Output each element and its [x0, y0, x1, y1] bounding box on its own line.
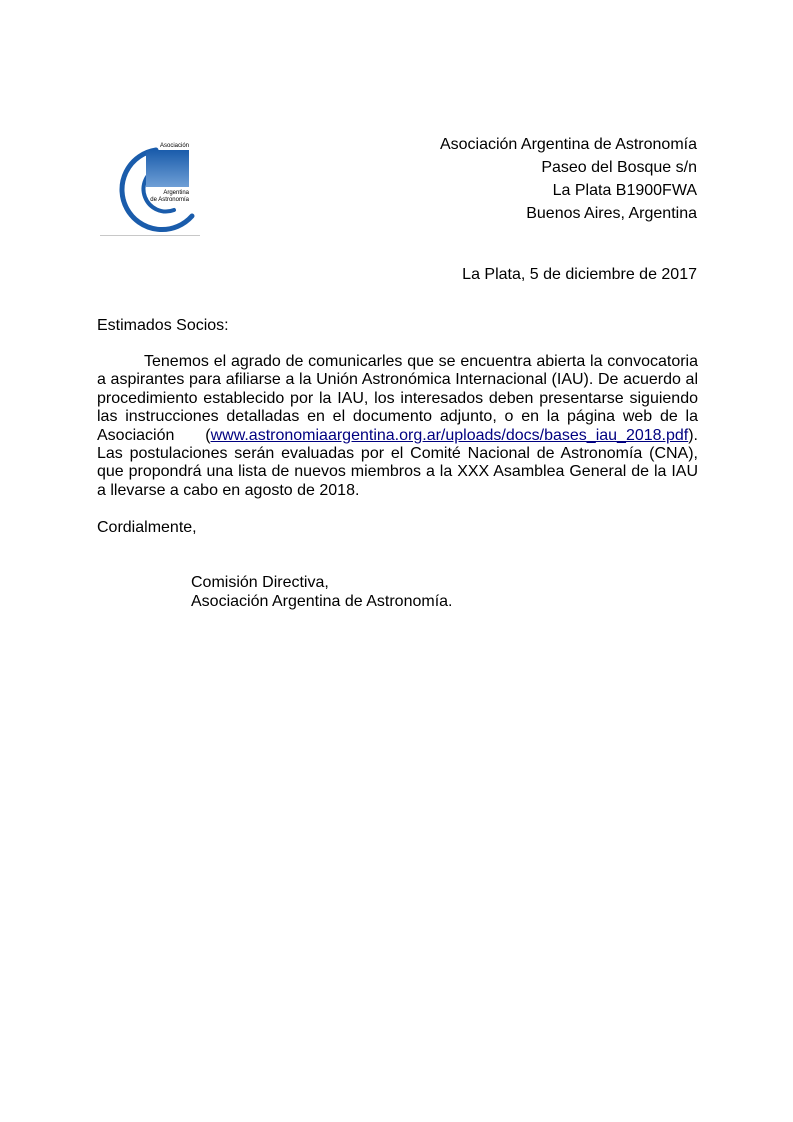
body-paragraph [97, 353, 698, 500]
association-logo-icon [100, 138, 200, 236]
closing: Cordialmente, [97, 519, 197, 536]
logo-divider [100, 235, 200, 236]
address-line: Asociación Argentina de Astronomía [439, 136, 697, 153]
address-line: Paseo del Bosque s/n [541, 159, 697, 176]
address-line: Buenos Aires, Argentina [526, 205, 697, 222]
sender-address [440, 133, 697, 225]
signature-line: Asociación Argentina de Astronomía. [191, 593, 453, 610]
body-text-2: ). Las postulaciones serán evaluadas por el Comité Nacional de Astronomía (CNA), que propondrá una lista de nuevos miembros a la XXX Asamblea General de la IAU a llevarse a cabo en agosto de 2018. [97, 426, 698, 499]
logo-square [146, 150, 189, 187]
body-text-1: Tenemos el agrado de comunicarles que se encuentra abierta la convocatoria a aspirantes para afiliarse a la Unión Astronómica Internacional (IAU). De acuerdo al procedimiento establecido por la IAU, los interesados deben presentarse siguiendo las instrucciones detalladas en el documento adjunto, o en la página web de la Asociación ( [97, 353, 698, 444]
signature-line: Comisión Directiva, [191, 574, 329, 591]
signature-block [191, 573, 453, 611]
association-logo [100, 138, 200, 236]
logo-text-2: Argentina [163, 190, 189, 196]
bases-link[interactable]: www.astronomiaargentina.org.ar/uploads/docs/bases_iau_2018.pdf [210, 426, 689, 444]
letter-date: La Plata, 5 de diciembre de 2017 [462, 266, 697, 283]
logo-text-3: de Astronomía [150, 197, 189, 203]
address-line: La Plata B1900FWA [552, 182, 697, 199]
logo-text-1: Asociación [159, 143, 189, 149]
salutation: Estimados Socios: [97, 317, 229, 334]
